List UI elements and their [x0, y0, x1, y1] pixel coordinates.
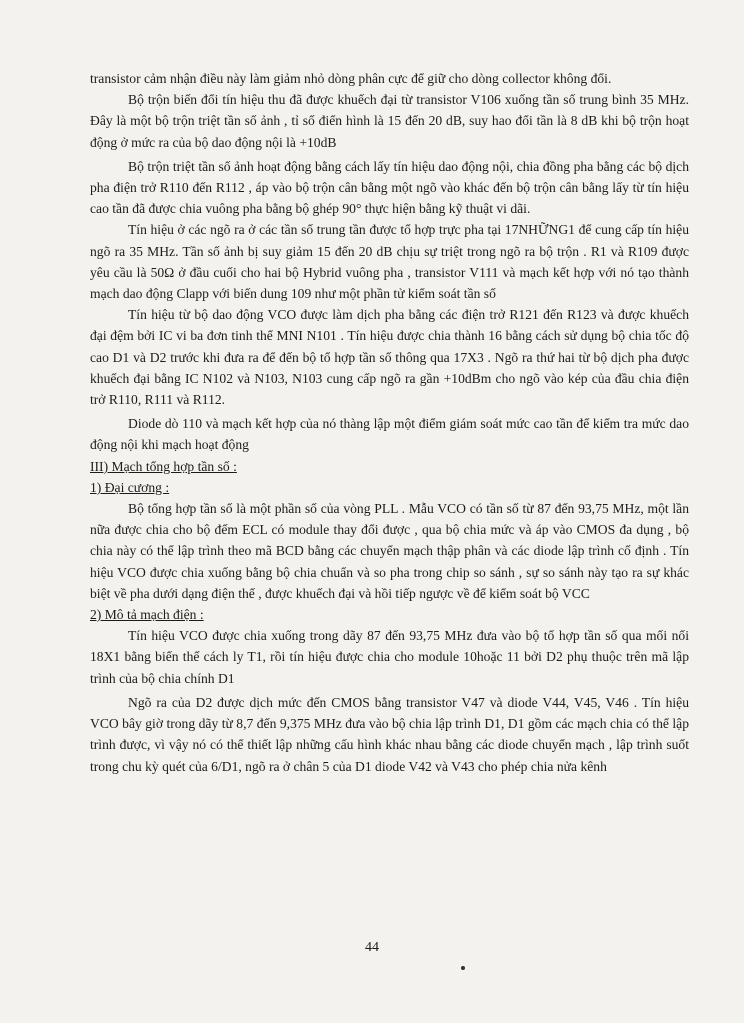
- page-number: 44: [365, 940, 379, 955]
- paragraph: Bộ trộn biến đổi tín hiệu thu đã được khuếch đại từ transistor V106 xuống tần số trung bình 35 MHz. Đây là một bộ trộn triệt tần số ảnh , tỉ số điển hình là 15 đến 20 dB, suy hao đổi tần là 8 dB khi bộ trộn hoạt động ở mức ra của bộ dao động nội là +10dB: [90, 92, 689, 150]
- subsection-title: 1) Đại cương :: [90, 479, 170, 495]
- paragraph: Bộ trộn triệt tần số ảnh hoạt động bằng cách lấy tín hiệu dao động nội, chia đồng pha bằng các bộ dịch pha điện trở R110 đến R112 , áp vào bộ trộn cân bằng một ngõ vào khác đến bộ trộn cân bằng lấy từ tín hiệu cao tần đã được chia vuông pha bằng bộ ghép 90° thực hiện bằng kỹ thuật vi dãi.: [90, 158, 689, 217]
- body-text: [90, 68, 689, 777]
- scan-speck: [461, 966, 465, 970]
- paragraph: Tín hiệu ở các ngõ ra ở các tần số trung tần được tổ hợp trực pha tại 17NHỮNG1 để cung cấp tín hiệu ngõ ra 35 MHz. Tần số ảnh bị suy giảm 15 đến 20 dB chịu sự triệt trong ngõ ra bộ trộn . R1 và R109 được yêu cầu là 50Ω ở đầu cuối cho hai bộ Hybrid vuông pha , transistor V111 và mạch kết hợp với nó tạo thành mạch dao động Clapp với biến dung 109 như một phần tử kiểm soát tần số: [90, 222, 689, 302]
- section-title: III) Mạch tổng hợp tần số :: [90, 458, 237, 474]
- paragraph: Diode dò 110 và mạch kết hợp của nó thàng lập một điểm giám soát mức cao tần để kiểm tra mức dao động nội khi mạch hoạt động: [90, 416, 689, 453]
- paragraph: transistor cảm nhận điều này làm giảm nhỏ dòng phân cực để giữ cho dòng collector không đổi.: [90, 71, 612, 86]
- paragraph: Tín hiệu từ bộ dao động VCO được làm dịch pha bằng các điện trở R121 đến R123 và được khuếch đại đệm bởi IC vi ba đơn tinh thể MNI N101 . Tín hiệu được chia thành 16 bằng cách sử dụng bộ chia tốc độ cao D1 và D2 trước khi đưa ra để đến bộ tổ hợp tần số thông qua 17X3 . Ngõ ra thứ hai từ bộ dịch pha được khuếch đại bằng IC N102 và N103, N103 cung cấp ngõ ra gần +10dBm cho ngõ vào kép của đầu chia điện trở R110, R111 và R112.: [90, 307, 689, 408]
- subsection-title: 2) Mô tả mạch điện :: [90, 607, 204, 623]
- paragraph: Ngõ ra của D2 được dịch mức đến CMOS bằng transistor V47 và diode V44, V45, V46 . Tín hiệu VCO bây giờ trong dãy từ 8,7 đến 9,375 MHz đưa vào bộ chia lập trình D1, D1 gồm các mạch chia có thể lập trình được, vì vậy nó có thể thiết lập những cấu hình khác nhau bằng các diode chuyển mạch , lập trình suốt trong chu kỳ quét của 6/D1, ngõ ra ở chân 5 của D1 diode V42 và V43 cho phép chia nửa kênh: [90, 694, 689, 774]
- paragraph: Tín hiệu VCO được chia xuống trong dãy 87 đến 93,75 MHz đưa vào bộ tổ hợp tần số qua mối nối 18X1 bằng biến thế cách ly T1, rồi tín hiệu được chia cho module 10hoặc 11 bởi D2 phụ thuộc trên mã lập trình của bộ chia chính D1: [90, 628, 689, 686]
- paragraph: Bộ tổng hợp tần số là một phần số của vòng PLL . Mẫu VCO có tần số từ 87 đến 93,75 MHz, một lần nữa được chia cho bộ đếm ECL có module thay đổi được , qua bộ chia mức và áp vào CMOS đa dụng , bộ chia này có thể lập trình theo mã BCD bằng các chuyển mạch thập phân và các diode lập trình cố định . Tín hiệu VCO được chia xuống bằng bộ chia chuẩn và so pha trong chip so sánh , sự so sánh này tạo ra sự khác biệt về pha dưới dạng điện thế , được khuếch đại và hồi tiếp ngược về để kiểm soát bộ VCC: [90, 501, 689, 601]
